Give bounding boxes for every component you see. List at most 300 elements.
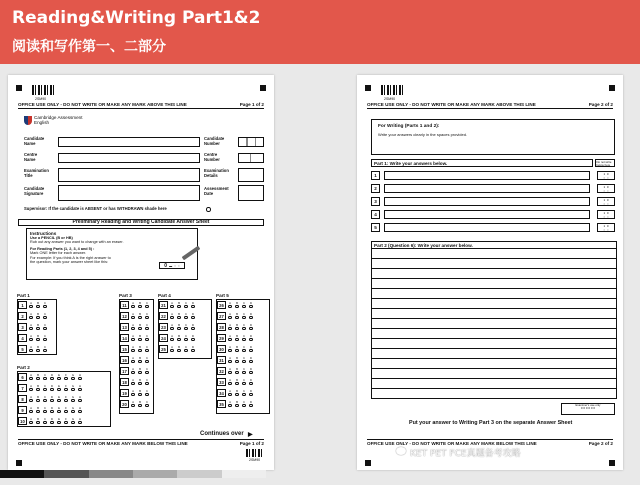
answer-option-h[interactable]: H xyxy=(77,407,83,414)
writing-line xyxy=(371,369,617,379)
registration-mark xyxy=(16,85,22,91)
writing-line xyxy=(371,339,617,349)
answer-option-b[interactable]: B xyxy=(35,374,41,381)
answer-option-d[interactable]: D xyxy=(248,302,254,309)
question-number: 31 xyxy=(217,356,226,364)
answer-option-b[interactable]: B xyxy=(35,324,41,331)
answer-option-c[interactable]: C xyxy=(241,390,247,397)
writing-line xyxy=(371,299,617,309)
question-number: 6 xyxy=(18,373,27,381)
question-row xyxy=(18,405,83,415)
absent-bubble[interactable] xyxy=(206,207,211,212)
answer-option-b[interactable]: B xyxy=(234,379,240,386)
answer-option-a[interactable]: A xyxy=(169,313,175,320)
answer-option-b[interactable]: B xyxy=(234,401,240,408)
barcode-icon xyxy=(32,85,54,95)
answer-option-c[interactable]: C xyxy=(144,324,150,331)
answer-option-a[interactable]: A xyxy=(130,390,136,397)
question-number: 26 xyxy=(217,301,226,309)
part-label: Part 3 xyxy=(119,293,132,298)
answer-option-b[interactable]: B xyxy=(35,302,41,309)
writing-line xyxy=(371,249,617,259)
answer-option-c[interactable]: C xyxy=(241,368,247,375)
exam-details-label: Examination Details xyxy=(204,168,229,178)
answer-option-a[interactable]: A xyxy=(169,324,175,331)
candidate-number-label: Candidate Number xyxy=(204,136,225,146)
question-number: 30 xyxy=(217,345,226,353)
answer-option-f[interactable]: F xyxy=(63,385,69,392)
question-number: 33 xyxy=(217,378,226,386)
registration-mark xyxy=(365,85,371,91)
grayscale-strip xyxy=(0,470,266,478)
answer-option-c[interactable]: C xyxy=(42,418,48,425)
question-number: 16 xyxy=(120,356,129,364)
question-row xyxy=(18,322,48,332)
answer-option-b[interactable]: B xyxy=(176,346,182,353)
answer-option-d[interactable]: D xyxy=(190,313,196,320)
answer-option-d[interactable]: D xyxy=(190,302,196,309)
answer-option-c[interactable]: C xyxy=(42,324,48,331)
answer-option-a[interactable]: A xyxy=(130,401,136,408)
answer-option-d[interactable]: D xyxy=(248,379,254,386)
part1-label: Part 1: Write your answers below. xyxy=(371,159,593,167)
answer-option-a[interactable]: A xyxy=(130,357,136,364)
question-number: 9 xyxy=(18,406,27,414)
answer-option-b[interactable]: B xyxy=(234,346,240,353)
answer-option-a[interactable]: A xyxy=(28,396,34,403)
question-number: 29 xyxy=(217,334,226,342)
writing-line xyxy=(371,329,617,339)
banner-title: Reading&Writing Part1&2 xyxy=(12,8,261,28)
answer-option-a[interactable]: A xyxy=(169,335,175,342)
registration-mark xyxy=(609,85,615,91)
answer-option-a[interactable]: A xyxy=(130,302,136,309)
answer-option-a[interactable]: A xyxy=(28,418,34,425)
answer-option-a[interactable]: A xyxy=(227,401,233,408)
assessment-date-label: Assessment Date xyxy=(204,186,229,196)
writing-instructions-box: For Writing (Parts 1 and 2): Write your answers clearly in the spaces provided. xyxy=(371,119,615,155)
question-row xyxy=(18,372,83,382)
question-row xyxy=(120,366,150,376)
answer-option-h[interactable]: H xyxy=(77,374,83,381)
continues-over: Continues over xyxy=(200,431,244,437)
answer-option-d[interactable]: D xyxy=(248,368,254,375)
answer-option-a[interactable]: A xyxy=(28,374,34,381)
supervisor-note: Supervisor: If the candidate is ABSENT or has WITHDRAWN shade here xyxy=(24,206,167,211)
answer-option-c[interactable]: C xyxy=(42,313,48,320)
candidate-name-field[interactable] xyxy=(58,137,200,147)
answer-option-c[interactable]: C xyxy=(42,302,48,309)
question-number: 18 xyxy=(120,378,129,386)
part1-answer-field[interactable] xyxy=(384,184,590,193)
candidate-signature-field[interactable] xyxy=(58,185,200,201)
registration-mark xyxy=(260,85,266,91)
answer-option-b[interactable]: B xyxy=(137,346,143,353)
question-number: 3 xyxy=(18,323,27,331)
part1-answer-field[interactable] xyxy=(384,197,590,206)
answer-option-c[interactable]: C xyxy=(42,346,48,353)
question-row xyxy=(217,300,254,310)
answer-option-d[interactable]: D xyxy=(49,418,55,425)
answer-option-a[interactable]: A xyxy=(227,379,233,386)
answer-option-b[interactable]: B xyxy=(137,302,143,309)
answer-option-b[interactable]: B xyxy=(35,385,41,392)
banner-subtitle: 阅读和写作第一、二部分 xyxy=(12,39,166,55)
answer-option-c[interactable]: C xyxy=(42,385,48,392)
answer-option-b[interactable]: B xyxy=(35,407,41,414)
question-number: 12 xyxy=(120,312,129,320)
part-label: Part 4 xyxy=(158,293,171,298)
instructions-box: Instructions Use a PENCIL (B or HB) Rub out any answer you want to change with an eraser. For Reading Parts (1, 2, 3, 4 and 5) : Mark ONE letter for each answer. For example: If you think A is the right answer to the question, mark your answer sheet like this: 0 ▬ ○ ○ xyxy=(26,228,198,280)
answer-option-b[interactable]: B xyxy=(137,368,143,375)
question-number: 11 xyxy=(120,301,129,309)
answer-option-a[interactable]: A xyxy=(28,313,34,320)
form-code: 2SM90 xyxy=(35,97,47,101)
question-row xyxy=(18,311,48,321)
answer-option-a[interactable]: A xyxy=(130,379,136,386)
answer-option-a[interactable]: A xyxy=(169,302,175,309)
answer-option-c[interactable]: C xyxy=(42,374,48,381)
answer-option-c[interactable]: C xyxy=(144,302,150,309)
question-number: 28 xyxy=(217,323,226,331)
office-use-header: OFFICE USE ONLY - DO NOT WRITE OR MAKE ANY MARK ABOVE THIS LINE Page 1 of 2 xyxy=(18,102,264,107)
question-number: 1 xyxy=(18,301,27,309)
answer-option-b[interactable]: B xyxy=(234,313,240,320)
marking-bubbles: 1 0 ○ ○ xyxy=(597,210,615,219)
question-row xyxy=(217,333,254,343)
answer-option-d[interactable]: D xyxy=(248,390,254,397)
answer-option-b[interactable]: B xyxy=(234,335,240,342)
answer-option-a[interactable]: A xyxy=(227,390,233,397)
answer-option-b[interactable]: B xyxy=(176,324,182,331)
question-row xyxy=(120,388,150,398)
candidate-signature-label: Candidate Signature xyxy=(24,186,45,196)
writing-line xyxy=(371,289,617,299)
writing-line xyxy=(371,359,617,369)
answer-sheet-page-1: 2SM90 OFFICE USE ONLY - DO NOT WRITE OR MAKE ANY MARK ABOVE THIS LINE Page 1 of 2 Cambridge Assessment English Candidate Name Candidate Number Centre Name Centre Number Examination Title Examination Details Candidate Signature Assessment Date Supervisor: If the candidate is ABSENT or has WITHDRAWN shade here Preliminary Reading and Writing Candidate Answer Sheet Instructions Use a PENCIL (B or HB) Rub out any answer you want to change with an eraser. For Reading Parts (1, 2, 3, 4 and 5) : Mark ONE letter for each answer. For example: If you think A is the right answer to the question, mark your answer sheet like this: 0 ▬ ○ ○ Part 1 1 A B C 2 A B C 3 A B C 4 A B C 5 A B C Part 2 6 A B C D E F G H 7 A B C D E F G H 8 A B C D E F G H 9 A B C D E F G H 10 A B C D E F G H Part 3 11 A B C 12 A B C 13 A B C 14 A B C 15 A B C 16 A B C 17 A B C 18 A B C 19 A B C 20 A B C Part 4 21 A B C D 22 A B C D 23 A B C D 24 A B C D 25 A B C D Part 5 26 A B C D 27 A B C D 28 A B C D 29 A B C D 30 A B C D 31 A B C D 32 A B C D 33 A B C D 34 A B C D 35 A B C D Continues over ▶ OFFICE USE ONLY - DO NOT WRITE OR MAKE ANY MARK BELOW THIS LINE Page 1 of 2 2SM90 xyxy=(8,75,274,470)
answer-option-f[interactable]: F xyxy=(63,407,69,414)
answer-option-c[interactable]: C xyxy=(144,357,150,364)
answer-option-c[interactable]: C xyxy=(42,407,48,414)
barcode-icon xyxy=(381,85,403,95)
answer-option-c[interactable]: C xyxy=(241,401,247,408)
part1-answer-field[interactable] xyxy=(384,210,590,219)
answer-option-a[interactable]: A xyxy=(130,313,136,320)
answer-option-b[interactable]: B xyxy=(234,302,240,309)
office-use-footer: OFFICE USE ONLY - DO NOT WRITE OR MAKE ANY MARK BELOW THIS LINE Page 2 of 2 xyxy=(367,441,613,446)
question-row xyxy=(120,399,150,409)
answer-option-g[interactable]: G xyxy=(70,396,76,403)
answer-option-b[interactable]: B xyxy=(35,396,41,403)
question-number: 10 xyxy=(18,417,27,425)
answer-option-e[interactable]: E xyxy=(56,374,62,381)
question-row xyxy=(120,300,150,310)
question-number: 19 xyxy=(120,389,129,397)
writing-line xyxy=(371,389,617,399)
answer-option-h[interactable]: H xyxy=(77,396,83,403)
answer-option-e[interactable]: E xyxy=(56,418,62,425)
question-number: 24 xyxy=(159,334,168,342)
answer-option-a[interactable]: A xyxy=(28,407,34,414)
header-banner xyxy=(0,0,640,64)
answer-option-c[interactable]: C xyxy=(241,357,247,364)
answer-option-a[interactable]: A xyxy=(130,368,136,375)
answer-option-c[interactable]: C xyxy=(183,324,189,331)
answer-option-b[interactable]: B xyxy=(137,401,143,408)
answer-option-g[interactable]: G xyxy=(70,385,76,392)
answer-option-a[interactable]: A xyxy=(227,324,233,331)
answer-option-g[interactable]: G xyxy=(70,407,76,414)
question-number: 25 xyxy=(159,345,168,353)
writing-line xyxy=(371,319,617,329)
question-row xyxy=(18,300,48,310)
answer-option-b[interactable]: B xyxy=(35,418,41,425)
answer-option-b[interactable]: B xyxy=(137,335,143,342)
part-label: Part 2 xyxy=(17,365,30,370)
centre-number-label: Centre Number xyxy=(204,152,220,162)
answer-sheet-page-2: 2SM90 OFFICE USE ONLY - DO NOT WRITE OR MAKE ANY MARK ABOVE THIS LINE Page 2 of 2 For Writing (Parts 1 and 2): Write your answers clearly in the spaces provided. Part 1: Write your answers below. Do not write below here 1 1 0 ○ ○ 2 1 0 ○ ○ 3 1 0 ○ ○ 4 1 0 ○ ○ 5 1 0 ○ ○ Part 2 (Question 6): Write your answer below. Examiner's use only 0 0 0 0 0 0 Put your answer to Writing Part 3 on the separate Answer Sheet OFFICE USE ONLY - DO NOT WRITE OR MAKE ANY MARK BELOW THIS LINE Page 2 of 2 xyxy=(357,75,623,470)
part1-question-number: 5 xyxy=(371,223,380,232)
question-row xyxy=(18,383,83,393)
answer-option-b[interactable]: B xyxy=(35,346,41,353)
answer-option-a[interactable]: A xyxy=(130,335,136,342)
answer-option-b[interactable]: B xyxy=(137,379,143,386)
answer-option-e[interactable]: E xyxy=(56,396,62,403)
answer-option-f[interactable]: F xyxy=(63,374,69,381)
answer-option-c[interactable]: C xyxy=(183,313,189,320)
question-row xyxy=(120,311,150,321)
answer-option-a[interactable]: A xyxy=(130,324,136,331)
answer-option-c[interactable]: C xyxy=(144,379,150,386)
answer-option-b[interactable]: B xyxy=(234,357,240,364)
answer-option-c[interactable]: C xyxy=(241,335,247,342)
part1-question-number: 2 xyxy=(371,184,380,193)
shield-icon xyxy=(24,116,32,125)
answer-option-d[interactable]: D xyxy=(248,313,254,320)
question-row xyxy=(217,366,254,376)
writing-line xyxy=(371,379,617,389)
answer-option-c[interactable]: C xyxy=(144,313,150,320)
question-row xyxy=(159,311,196,321)
writing-line xyxy=(371,259,617,269)
answer-option-h[interactable]: H xyxy=(77,418,83,425)
question-number: 22 xyxy=(159,312,168,320)
answer-option-d[interactable]: D xyxy=(248,324,254,331)
answer-option-d[interactable]: D xyxy=(190,335,196,342)
question-row xyxy=(120,344,150,354)
question-row xyxy=(18,333,48,343)
answer-option-c[interactable]: C xyxy=(144,335,150,342)
question-row xyxy=(120,322,150,332)
question-number: 20 xyxy=(120,400,129,408)
wechat-icon xyxy=(396,447,406,455)
answer-option-g[interactable]: G xyxy=(70,374,76,381)
question-row xyxy=(120,355,150,365)
answer-option-b[interactable]: B xyxy=(234,390,240,397)
writing-line xyxy=(371,309,617,319)
answer-option-a[interactable]: A xyxy=(169,346,175,353)
exam-title-field[interactable] xyxy=(58,168,200,182)
question-row xyxy=(120,377,150,387)
answer-option-c[interactable]: C xyxy=(144,368,150,375)
part2-label: Part 2 (Question 6): Write your answer below. xyxy=(371,241,617,249)
watermark-text: KET PET FCE真题备考攻略 xyxy=(410,449,521,459)
answer-option-c[interactable]: C xyxy=(241,346,247,353)
question-number: 15 xyxy=(120,345,129,353)
marking-bubbles: 1 0 ○ ○ xyxy=(597,223,615,232)
answer-option-g[interactable]: G xyxy=(70,418,76,425)
answer-option-c[interactable]: C xyxy=(183,302,189,309)
question-row xyxy=(120,333,150,343)
answer-option-b[interactable]: B xyxy=(176,302,182,309)
answer-option-b[interactable]: B xyxy=(176,313,182,320)
writing-line xyxy=(371,349,617,359)
divider xyxy=(18,108,264,109)
answer-option-a[interactable]: A xyxy=(227,302,233,309)
question-number: 7 xyxy=(18,384,27,392)
answer-option-f[interactable]: F xyxy=(63,418,69,425)
answer-option-d[interactable]: D xyxy=(49,374,55,381)
arrow-right-icon: ▶ xyxy=(248,432,253,438)
candidate-number-field[interactable] xyxy=(238,137,264,147)
question-row xyxy=(217,388,254,398)
answer-option-e[interactable]: E xyxy=(56,407,62,414)
answer-option-b[interactable]: B xyxy=(176,335,182,342)
divider xyxy=(367,108,613,109)
answer-option-a[interactable]: A xyxy=(28,302,34,309)
answer-option-c[interactable]: C xyxy=(183,346,189,353)
answer-option-a[interactable]: A xyxy=(227,357,233,364)
answer-option-a[interactable]: A xyxy=(227,368,233,375)
question-row xyxy=(217,377,254,387)
answer-option-d[interactable]: D xyxy=(248,357,254,364)
exam-title-label: Examination Title xyxy=(24,168,49,178)
question-row xyxy=(217,399,254,409)
answer-option-d[interactable]: D xyxy=(190,346,196,353)
candidate-name-label: Candidate Name xyxy=(24,136,45,146)
divider xyxy=(367,439,613,440)
answer-option-b[interactable]: B xyxy=(35,335,41,342)
answer-option-b[interactable]: B xyxy=(137,390,143,397)
answer-option-a[interactable]: A xyxy=(28,335,34,342)
answer-option-c[interactable]: C xyxy=(42,335,48,342)
part1-answer-field[interactable] xyxy=(384,223,590,232)
answer-option-c[interactable]: C xyxy=(241,379,247,386)
answer-option-e[interactable]: E xyxy=(56,385,62,392)
question-row xyxy=(18,416,83,426)
part-label: Part 5 xyxy=(216,293,229,298)
answer-option-b[interactable]: B xyxy=(137,313,143,320)
answer-option-c[interactable]: C xyxy=(241,324,247,331)
barcode-icon xyxy=(246,449,264,457)
registration-mark xyxy=(609,460,615,466)
answer-option-b[interactable]: B xyxy=(234,324,240,331)
answer-option-d[interactable]: D xyxy=(190,324,196,331)
question-number: 32 xyxy=(217,367,226,375)
answer-option-a[interactable]: A xyxy=(227,335,233,342)
answer-option-b[interactable]: B xyxy=(137,357,143,364)
question-number: 5 xyxy=(18,345,27,353)
answer-option-c[interactable]: C xyxy=(144,401,150,408)
question-row xyxy=(217,344,254,354)
answer-option-c[interactable]: C xyxy=(42,396,48,403)
question-number: 13 xyxy=(120,323,129,331)
writing-line xyxy=(371,279,617,289)
answer-option-h[interactable]: H xyxy=(77,385,83,392)
question-row xyxy=(217,311,254,321)
answer-option-d[interactable]: D xyxy=(248,346,254,353)
answer-option-b[interactable]: B xyxy=(234,368,240,375)
answer-option-c[interactable]: C xyxy=(241,302,247,309)
answer-option-b[interactable]: B xyxy=(137,324,143,331)
question-number: 35 xyxy=(217,400,226,408)
answer-option-b[interactable]: B xyxy=(35,313,41,320)
registration-mark xyxy=(365,460,371,466)
sheet-title: Preliminary Reading and Writing Candidate Answer Sheet xyxy=(18,219,264,226)
question-row xyxy=(159,322,196,332)
answer-option-c[interactable]: C xyxy=(183,335,189,342)
office-use-header: OFFICE USE ONLY - DO NOT WRITE OR MAKE ANY MARK ABOVE THIS LINE Page 2 of 2 xyxy=(367,102,613,107)
question-row xyxy=(18,344,48,354)
answer-option-a[interactable]: A xyxy=(28,385,34,392)
question-number: 34 xyxy=(217,389,226,397)
part1-question-number: 3 xyxy=(371,197,380,206)
part1-question-number: 1 xyxy=(371,171,380,180)
centre-name-field[interactable] xyxy=(58,153,200,163)
examiner-box: Examiner's use only 0 0 0 0 0 0 xyxy=(561,403,615,415)
separate-sheet-note: Put your answer to Writing Part 3 on the separate Answer Sheet xyxy=(409,420,573,426)
answer-option-d[interactable]: D xyxy=(248,335,254,342)
answer-option-f[interactable]: F xyxy=(63,396,69,403)
question-row xyxy=(217,355,254,365)
answer-option-d[interactable]: D xyxy=(248,401,254,408)
answer-option-a[interactable]: A xyxy=(28,346,34,353)
answer-option-a[interactable]: A xyxy=(130,346,136,353)
example-mark: 0 ▬ ○ ○ xyxy=(159,262,185,269)
answer-option-a[interactable]: A xyxy=(227,313,233,320)
part-label: Part 1 xyxy=(17,293,30,298)
answer-option-c[interactable]: C xyxy=(144,346,150,353)
exam-details-field[interactable] xyxy=(238,168,264,182)
question-number: 23 xyxy=(159,323,168,331)
question-row xyxy=(18,394,83,404)
office-use-footer: OFFICE USE ONLY - DO NOT WRITE OR MAKE ANY MARK BELOW THIS LINE Page 1 of 2 xyxy=(18,441,264,446)
answer-option-a[interactable]: A xyxy=(28,324,34,331)
question-number: 27 xyxy=(217,312,226,320)
writing-line xyxy=(371,269,617,279)
registration-mark xyxy=(16,460,22,466)
answer-option-d[interactable]: D xyxy=(49,385,55,392)
marking-bubbles: 1 0 ○ ○ xyxy=(597,184,615,193)
answer-option-c[interactable]: C xyxy=(241,313,247,320)
question-number: 8 xyxy=(18,395,27,403)
assessment-date-field[interactable] xyxy=(238,185,264,201)
question-row xyxy=(159,333,196,343)
answer-option-d[interactable]: D xyxy=(49,396,55,403)
marking-bubbles: 1 0 ○ ○ xyxy=(597,171,615,180)
centre-number-field[interactable] xyxy=(238,153,264,163)
answer-option-d[interactable]: D xyxy=(49,407,55,414)
answer-option-c[interactable]: C xyxy=(144,390,150,397)
question-row xyxy=(159,300,196,310)
question-number: 14 xyxy=(120,334,129,342)
part1-answer-field[interactable] xyxy=(384,171,590,180)
marking-bubbles: 1 0 ○ ○ xyxy=(597,197,615,206)
question-number: 2 xyxy=(18,312,27,320)
question-row xyxy=(159,344,196,354)
answer-option-a[interactable]: A xyxy=(227,346,233,353)
do-not-write-label: Do not write below here xyxy=(595,159,615,167)
